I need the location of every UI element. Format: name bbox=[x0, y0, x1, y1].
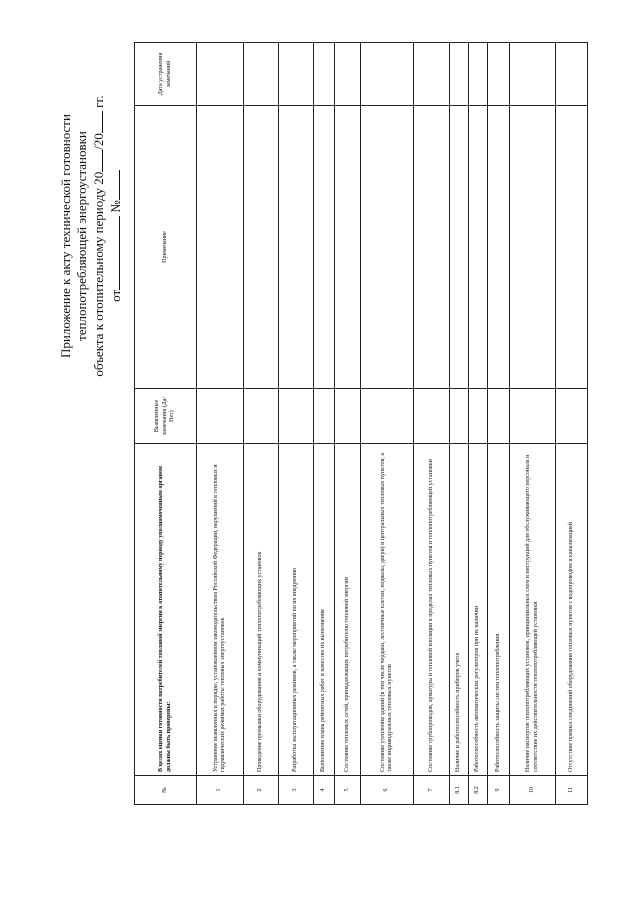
found-cell bbox=[488, 389, 510, 444]
table-row bbox=[556, 43, 588, 805]
note-cell bbox=[244, 106, 279, 389]
date-cell bbox=[314, 43, 335, 106]
note-cell bbox=[414, 106, 450, 389]
header-line-2: теплопотребляющей энергоустановки bbox=[74, 131, 89, 341]
note-cell bbox=[335, 106, 361, 389]
date-cell bbox=[556, 43, 588, 106]
date-cell bbox=[279, 43, 314, 106]
table-row bbox=[279, 43, 314, 805]
row-number: 10 bbox=[510, 776, 556, 805]
row-text: Состояние трубопроводов, арматуры и тепловой изоляции в пределах тепловых пунктов и теплопотребляющей установки bbox=[414, 444, 450, 776]
found-cell bbox=[244, 389, 279, 444]
readiness-checklist-table bbox=[134, 42, 588, 805]
table-row bbox=[450, 43, 469, 805]
table-row bbox=[314, 43, 335, 805]
header-period-suffix: гг. bbox=[91, 95, 106, 108]
year-end-blank bbox=[90, 111, 103, 133]
date-cell bbox=[450, 43, 469, 106]
header-note: Примечание bbox=[135, 106, 197, 389]
found-cell bbox=[279, 389, 314, 444]
row-text: Наличие и работоспособность приборов учета bbox=[450, 444, 469, 776]
number-blank bbox=[107, 170, 120, 200]
date-cell bbox=[335, 43, 361, 106]
table-row bbox=[197, 43, 244, 805]
row-number: 3 bbox=[279, 776, 314, 805]
note-cell bbox=[361, 106, 414, 389]
row-number: 6 bbox=[361, 776, 414, 805]
date-cell bbox=[244, 43, 279, 106]
row-text: Работоспособность защиты систем теплопотребления bbox=[488, 444, 510, 776]
year-start-blank bbox=[90, 150, 103, 172]
found-cell bbox=[556, 389, 588, 444]
row-text: Выполнение плана ремонтных работ и качество их выполнения bbox=[314, 444, 335, 776]
note-cell bbox=[279, 106, 314, 389]
found-cell bbox=[510, 389, 556, 444]
note-cell bbox=[556, 106, 588, 389]
found-cell bbox=[414, 389, 450, 444]
date-cell bbox=[488, 43, 510, 106]
table-row bbox=[510, 43, 556, 805]
found-cell bbox=[197, 389, 244, 444]
table-row bbox=[469, 43, 488, 805]
header-num: № bbox=[135, 776, 197, 805]
row-text: Наличие паспортов теплопотребляющих установок, принципиальных схем и инструкций для обслуживающего персонала и соответствие их действительности теплопотребляющей установки bbox=[510, 444, 556, 776]
row-number: 8.1 bbox=[450, 776, 469, 805]
row-number: 7 bbox=[414, 776, 450, 805]
header-date-label: от bbox=[108, 289, 123, 302]
found-cell bbox=[469, 389, 488, 444]
header-line-1: Приложение к акту технической готовности bbox=[58, 114, 73, 358]
table-row bbox=[244, 43, 279, 805]
table-row bbox=[335, 43, 361, 805]
table-header-row bbox=[135, 43, 197, 805]
header-question: В целях оценки готовности потребителей тепловой энергии к отопительному периоду уполномоченным органом должны быть проверены: bbox=[135, 444, 197, 776]
header-line-3 bbox=[90, 56, 107, 416]
row-number: 4 bbox=[314, 776, 335, 805]
table-row bbox=[361, 43, 414, 805]
row-text: Разработка эксплуатационных режимов, а также мероприятий по их внедрению bbox=[279, 444, 314, 776]
row-text: Работоспособность автоматических регуляторов при их наличии bbox=[469, 444, 488, 776]
found-cell bbox=[361, 389, 414, 444]
header-period-separator: /20 bbox=[91, 133, 106, 150]
row-number: 2 bbox=[244, 776, 279, 805]
table-row bbox=[414, 43, 450, 805]
date-cell bbox=[197, 43, 244, 106]
date-cell bbox=[469, 43, 488, 106]
note-cell bbox=[488, 106, 510, 389]
row-number: 9 bbox=[488, 776, 510, 805]
note-cell bbox=[510, 106, 556, 389]
row-number: 5 bbox=[335, 776, 361, 805]
date-cell bbox=[510, 43, 556, 106]
header-date: Дата устранения замечаний bbox=[135, 43, 197, 106]
row-number: 1 bbox=[197, 776, 244, 805]
found-cell bbox=[450, 389, 469, 444]
header-number-label: № bbox=[108, 200, 123, 213]
row-text: Устранение выявленных в порядке, установленном законодательством Российской Федерации, нарушений в тепловых и гидравлических режимах работы тепловых энергоустановок bbox=[197, 444, 244, 776]
note-cell bbox=[450, 106, 469, 389]
row-text: Проведение промывки оборудования и коммуникаций теплопотребляющих установок bbox=[244, 444, 279, 776]
date-cell bbox=[361, 43, 414, 106]
found-cell bbox=[335, 389, 361, 444]
row-text: Состояние утепления зданий (в том числе чердаки, лестничные клетки, подвалы, двери) и центральных тепловых пунктов, а также индивидуальных тепловых пунктов bbox=[361, 444, 414, 776]
row-text: Отсутствие прямых соединений оборудования тепловых пунктов с водопроводом и канализацией bbox=[556, 444, 588, 776]
row-number: 8.2 bbox=[469, 776, 488, 805]
table-row bbox=[488, 43, 510, 805]
date-cell bbox=[414, 43, 450, 106]
header-line-4 bbox=[107, 56, 124, 416]
header-found: Выявленные замечания (Да/Нет) bbox=[135, 389, 197, 444]
note-cell bbox=[197, 106, 244, 389]
row-text: Состояние тепловых сетей, принадлежащих потребителю тепловой энергии bbox=[335, 444, 361, 776]
header-period-prefix: объекта к отопительному периоду 20 bbox=[91, 171, 106, 377]
document-header bbox=[58, 56, 124, 416]
note-cell bbox=[469, 106, 488, 389]
row-number: 11 bbox=[556, 776, 588, 805]
note-cell bbox=[314, 106, 335, 389]
found-cell bbox=[314, 389, 335, 444]
date-blank bbox=[107, 216, 120, 290]
